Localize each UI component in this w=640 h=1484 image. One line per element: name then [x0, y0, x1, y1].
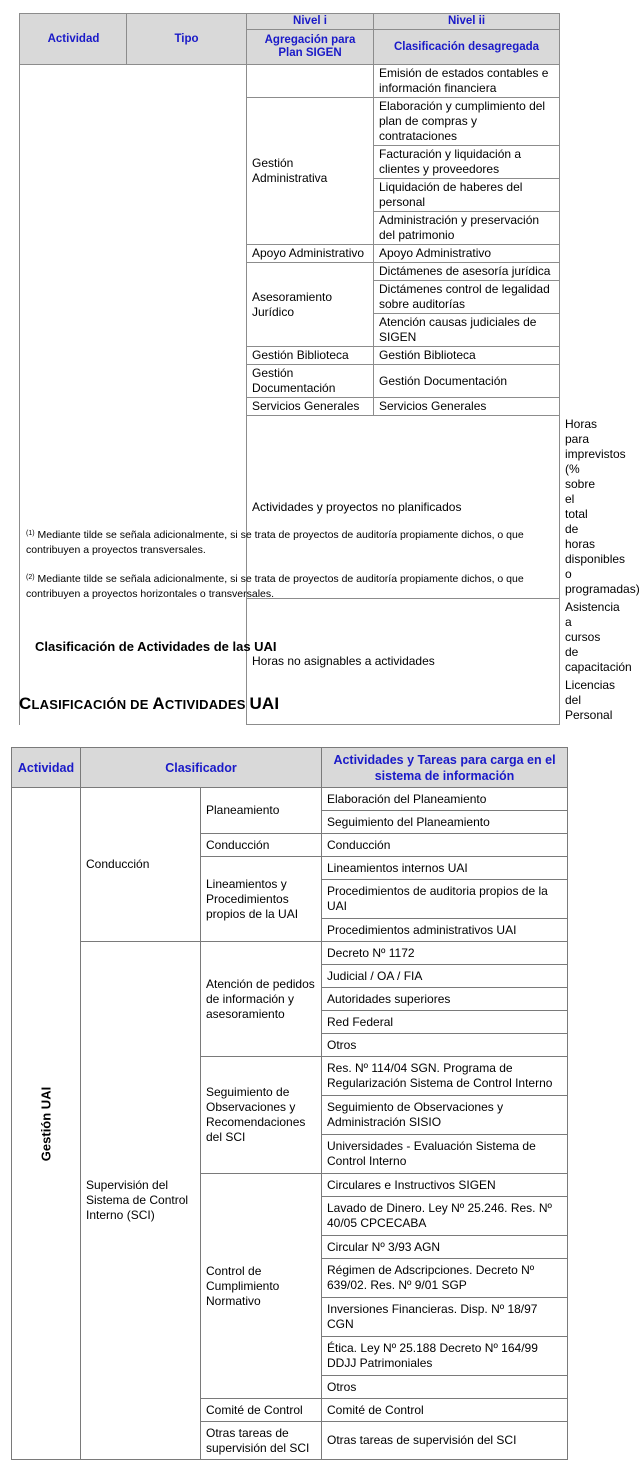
task-elab-plan: Elaboración del Planeamiento [322, 788, 568, 811]
cell-seguimiento: Seguimiento de Observaciones y Recomendaciones del SCI [201, 1057, 322, 1174]
task-etica: Ética. Ley Nº 25.188 Decreto Nº 164/99 DDJJ Patrimoniales [322, 1337, 568, 1376]
header2-actividad: Actividad [12, 748, 81, 788]
cell-conduccion-group: Conducción [81, 788, 201, 942]
task-red: Red Federal [322, 1011, 568, 1034]
cell-conduccion: Conducción [201, 834, 322, 857]
header-clasificacion: Clasificación desagregada [374, 30, 560, 65]
task-conduccion: Conducción [322, 834, 568, 857]
task-autoridades: Autoridades superiores [322, 988, 568, 1011]
task-circular393: Circular Nº 3/93 AGN [322, 1236, 568, 1259]
cell-control: Control de Cumplimiento Normativo [201, 1174, 322, 1399]
header-actividad: Actividad [47, 32, 100, 45]
header-agregacion: Agregación para Plan SIGEN [247, 30, 374, 65]
cell-dictamenes-control: Dictámenes control de legalidad sobre auditorías [374, 281, 560, 314]
section-title [19, 694, 279, 714]
cell-elaboracion: Elaboración y cumplimiento del plan de compras y contrataciones [374, 98, 560, 146]
header-actividad-tipo [20, 14, 247, 65]
caption-clasificacion: Clasificación de Actividades de las UAI [35, 639, 277, 654]
cell-administracion: Administración y preservación del patrimonio [374, 212, 560, 245]
task-univ: Universidades - Evaluación Sistema de Control Interno [322, 1135, 568, 1174]
cell-documentacion-ii: Gestión Documentación [374, 365, 560, 398]
cell-facturacion: Facturación y liquidación a clientes y proveedores [374, 146, 560, 179]
footnote-2-text: Mediante tilde se señala adicionalmente, si se trata de proyectos de auditoría propiamente dichos, o que contribuyen a proyectos horizontales o transversales. [26, 573, 524, 600]
cell-biblioteca-ii: Gestión Biblioteca [374, 347, 560, 365]
cell-lineamientos: Lineamientos y Procedimientos propios de la UAI [201, 857, 322, 942]
header-nivel-i: Nivel i [247, 14, 374, 30]
cell-no-asignables: Horas no asignables a actividades [247, 599, 560, 725]
footnote-2-mark: (2) [26, 574, 35, 581]
cell-documentacion-i: Gestión Documentación [247, 365, 374, 398]
footnote-1-mark: (1) [26, 530, 35, 537]
title-part-3: UAI [249, 694, 280, 713]
task-proc-aud: Procedimientos de auditoria propios de la UAI [322, 880, 568, 919]
empty-activity-cell [20, 65, 247, 725]
title-initial-a: A [152, 694, 165, 713]
task-lin-int: Lineamientos internos UAI [322, 857, 568, 880]
task-lavado: Lavado de Dinero. Ley Nº 25.246. Res. Nº 40/05 CPCECABA [322, 1197, 568, 1236]
task-judicial: Judicial / OA / FIA [322, 965, 568, 988]
task-otros-1: Otros [322, 1034, 568, 1057]
header2-tareas: Actividades y Tareas para carga en el sistema de información [322, 748, 568, 788]
task-circulares: Circulares e Instructivos SIGEN [322, 1174, 568, 1197]
header2-clasificador: Clasificador [81, 748, 322, 788]
header-nivel-ii: Nivel ii [374, 14, 560, 30]
title-initial-c: C [19, 694, 32, 713]
cell-asesoramiento: Asesoramiento Jurídico [247, 263, 374, 347]
cell-otras: Otras tareas de supervisión del SCI [201, 1422, 322, 1460]
cell-servicios-ii: Servicios Generales [374, 398, 560, 416]
task-seg-plan: Seguimiento del Planeamiento [322, 811, 568, 834]
activity-table-2 [11, 747, 568, 1460]
footnote-1 [26, 528, 546, 558]
task-regimen: Régimen de Adscripciones. Decreto Nº 639/02. Res. Nº 9/01 SGP [322, 1259, 568, 1298]
cell-gestion-uai [12, 788, 81, 1460]
cell-comite: Comité de Control [201, 1399, 322, 1422]
task-proc-adm: Procedimientos administrativos UAI [322, 919, 568, 942]
task-inversiones: Inversiones Financieras. Disp. Nº 18/97 CGN [322, 1298, 568, 1337]
activity-table-1: Actividad Tipo Nivel i Nivel ii Agregación para Plan SIGEN Clasificación desagregada Emisión de estados contables e información financiera Gestión Administrativa Elaboración y cumplimiento del plan de compras y contrataciones Facturación y liquidación a clientes y proveedores Liquidación de haberes del personal Administración y preservación del patrimonio Apoyo Administrativo Apoyo Administrativo Asesoramiento Jurídico Dictámenes de asesoría jurídica Dictámenes control de legalidad sobre auditorías Atención causas judiciales de SIGEN Gestión Biblioteca Gestión Biblioteca Gestión Documentación Gestión Documentación Servicios Generales Servicios Generales Actividades y proyectos no planificados Horas para imprevistos (% sobre el total de horas disponibles o programadas) Horas no asignables a actividades Asistencia a cursos de capacitación Licencias del Personal [19, 13, 560, 725]
task-otros-2: Otros [322, 1376, 568, 1399]
footnote-2 [26, 572, 546, 602]
cell-servicios-i: Servicios Generales [247, 398, 374, 416]
cell-liquidacion: Liquidación de haberes del personal [374, 179, 560, 212]
task-comite: Comité de Control [322, 1399, 568, 1422]
cell-apoyo-i: Apoyo Administrativo [247, 245, 374, 263]
cell-gestion-administrativa: Gestión Administrativa [247, 98, 374, 245]
cell-supervision-group: Supervisión del Sistema de Control Interno (SCI) [81, 942, 201, 1460]
cell-empty-agregacion [247, 65, 374, 98]
cell-biblioteca-i: Gestión Biblioteca [247, 347, 374, 365]
cell-no-planificados: Actividades y proyectos no planificados [247, 416, 560, 599]
title-part-2: CTIVIDADES [164, 697, 250, 712]
cell-atencion-causas: Atención causas judiciales de SIGEN [374, 314, 560, 347]
task-otras: Otras tareas de supervisión del SCI [322, 1422, 568, 1460]
gestion-uai-label: Gestión UAI [38, 1086, 54, 1161]
header-tipo: Tipo [174, 32, 199, 45]
cell-planeamiento: Planeamiento [201, 788, 322, 834]
cell-dictamenes-asesoria: Dictámenes de asesoría jurídica [374, 263, 560, 281]
task-decreto: Decreto Nº 1172 [322, 942, 568, 965]
cell-apoyo-ii: Apoyo Administrativo [374, 245, 560, 263]
cell-emision: Emisión de estados contables e información financiera [374, 65, 560, 98]
footnote-1-text: Mediante tilde se señala adicionalmente, si se trata de proyectos de auditoría propiamente dichos, o que contribuyen a proyectos transversales. [26, 529, 524, 556]
task-seg-obs: Seguimiento de Observaciones y Administración SISIO [322, 1096, 568, 1135]
task-res114: Res. Nº 114/04 SGN. Programa de Regularización Sistema de Control Interno [322, 1057, 568, 1096]
cell-atencion: Atención de pedidos de información y asesoramiento [201, 942, 322, 1057]
title-part-1: LASIFICACIÓN DE [31, 697, 153, 712]
